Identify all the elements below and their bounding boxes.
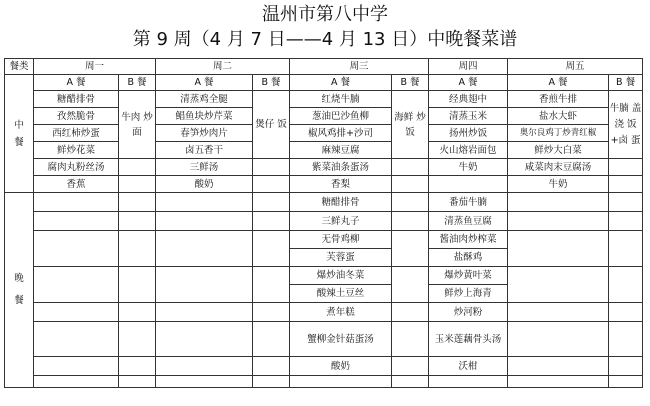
empty-cell [392, 303, 429, 322]
empty-cell [392, 176, 429, 193]
dinner-row [5, 212, 643, 231]
dinner-label: 晚 餐 [5, 193, 34, 388]
empty-cell [609, 212, 643, 231]
dish-cell: 鲜炒上海青 [429, 285, 508, 303]
dish-cell: 牛肉 炒面 [119, 91, 156, 159]
empty-cell [119, 376, 156, 388]
dish-cell: 爆炒油冬菜 [290, 267, 392, 285]
dish-cell: 火山熔岩面包 [429, 142, 508, 159]
dish-cell: 鲳鱼块炒芹菜 [156, 108, 253, 125]
dish-cell: 西红柿炒蛋 [34, 125, 119, 142]
empty-cell [119, 159, 156, 176]
empty-cell [253, 267, 290, 303]
empty-cell [392, 376, 429, 388]
menu-body [5, 59, 643, 388]
dish-cell: 红烧牛腩 [290, 91, 392, 108]
dish-cell: 酸奶 [290, 357, 392, 376]
dish-cell: 鲜炒大白菜 [508, 142, 609, 159]
a-meal-label: A 餐 [429, 75, 508, 91]
empty-cell [609, 322, 643, 357]
empty-cell [290, 376, 392, 388]
dish-cell: 葱油巴沙鱼柳 [290, 108, 392, 125]
empty-cell [156, 212, 253, 231]
lunch-row [5, 108, 643, 125]
dish-cell: 炒河粉 [429, 303, 508, 322]
dish-cell: 孜然脆骨 [34, 108, 119, 125]
day-header-wed: 周三 [290, 59, 429, 75]
dinner-row [5, 267, 643, 285]
empty-cell [253, 193, 290, 212]
dish-cell: 奥尔良鸡丁炒青红椒 [508, 125, 609, 142]
empty-cell [609, 231, 643, 267]
empty-cell [119, 267, 156, 303]
dish-cell: 三鲜丸子 [290, 212, 392, 231]
dish-cell: 春笋炒肉片 [156, 125, 253, 142]
empty-cell [508, 357, 609, 376]
empty-cell [392, 212, 429, 231]
dish-cell: 糖醋排骨 [34, 91, 119, 108]
dish-cell: 香梨 [290, 176, 392, 193]
a-meal-label: A 餐 [290, 75, 392, 91]
dish-cell: 酸奶 [156, 176, 253, 193]
a-meal-label: A 餐 [34, 75, 119, 91]
dish-cell: 玉米莲藕骨头汤 [429, 322, 508, 357]
empty-cell [253, 231, 290, 267]
dish-cell: 清蒸鸡全腿 [156, 91, 253, 108]
dish-cell: 酱油肉炒榨菜 [429, 231, 508, 249]
empty-cell [156, 303, 253, 322]
dish-cell: 沃柑 [429, 357, 508, 376]
dish-cell: 番茄牛腩 [429, 193, 508, 212]
dish-cell: 牛腩 盖浇 饭+卤 蛋 [609, 91, 643, 159]
empty-cell [392, 159, 429, 176]
dinner-row [5, 357, 643, 376]
day-header-thu: 周四 [429, 59, 508, 75]
dish-cell: 蟹柳金针菇蛋汤 [290, 322, 392, 357]
menu-table [4, 58, 643, 388]
lunch-label: 中 餐 [5, 75, 34, 193]
empty-cell [392, 193, 429, 212]
empty-cell [156, 231, 253, 267]
empty-cell [609, 193, 643, 212]
b-meal-label: B 餐 [609, 75, 643, 91]
dish-cell: 牛奶 [508, 176, 609, 193]
day-header-row [5, 59, 643, 75]
empty-cell [156, 322, 253, 357]
dish-cell: 芙蓉蛋 [290, 249, 392, 267]
school-title: 温州市第八中学 [262, 4, 388, 25]
dish-cell: 卤五香干 [156, 142, 253, 159]
lunch-row [5, 91, 643, 108]
dish-cell: 经典翅中 [429, 91, 508, 108]
dinner-row [5, 322, 643, 357]
dish-cell: 糖醋排骨 [290, 193, 392, 212]
empty-cell [119, 176, 156, 193]
empty-cell [34, 376, 119, 388]
empty-cell [392, 322, 429, 357]
dish-cell: 酸辣土豆丝 [290, 285, 392, 303]
empty-cell [253, 212, 290, 231]
meal-option-row [5, 75, 643, 91]
dish-cell: 三鲜汤 [156, 159, 253, 176]
dish-cell: 爆炒黄叶菜 [429, 267, 508, 285]
empty-cell [508, 376, 609, 388]
dish-cell: 鲜炒花菜 [34, 142, 119, 159]
empty-cell [253, 322, 290, 357]
empty-cell [429, 376, 508, 388]
empty-cell [253, 159, 290, 176]
dinner-row [5, 303, 643, 322]
empty-cell [119, 231, 156, 267]
empty-cell [609, 303, 643, 322]
empty-cell [609, 267, 643, 303]
lunch-row [5, 142, 643, 159]
day-header-mon: 周一 [34, 59, 156, 75]
lunch-row [5, 176, 643, 193]
dish-cell: 扬州炒饭 [429, 125, 508, 142]
empty-cell [34, 193, 119, 212]
empty-cell [119, 212, 156, 231]
dish-cell: 海鲜 炒饭 [392, 91, 429, 159]
dinner-row [5, 376, 643, 388]
dish-cell: 咸菜肉末豆腐汤 [508, 159, 609, 176]
empty-cell [119, 193, 156, 212]
empty-cell [119, 357, 156, 376]
empty-cell [156, 267, 253, 303]
day-header-fri: 周五 [508, 59, 643, 75]
empty-cell [508, 193, 609, 212]
empty-cell [508, 267, 609, 303]
empty-cell [34, 357, 119, 376]
empty-cell [34, 322, 119, 357]
empty-cell [609, 176, 643, 193]
lunch-row [5, 125, 643, 142]
empty-cell [34, 231, 119, 267]
empty-cell [508, 231, 609, 267]
dish-cell: 香蕉 [34, 176, 119, 193]
b-meal-label: B 餐 [119, 75, 156, 91]
lunch-row [5, 159, 643, 176]
a-meal-label: A 餐 [156, 75, 253, 91]
dish-cell: 椒风鸡排+沙司 [290, 125, 392, 142]
dish-cell: 紫菜油条蛋汤 [290, 159, 392, 176]
empty-cell [392, 267, 429, 303]
empty-cell [253, 357, 290, 376]
dish-cell: 麻辣豆腐 [290, 142, 392, 159]
day-header-tue: 周二 [156, 59, 290, 75]
dish-cell: 煲仔 饭 [253, 91, 290, 159]
empty-cell [34, 267, 119, 303]
week-title: 第 9 周（4 月 7 日——4 月 13 日）中晚餐菜谱 [132, 29, 518, 50]
empty-cell [508, 322, 609, 357]
dish-cell: 无骨鸡柳 [290, 231, 392, 249]
empty-cell [34, 212, 119, 231]
empty-cell [253, 376, 290, 388]
dish-cell: 煮年糕 [290, 303, 392, 322]
empty-cell [429, 176, 508, 193]
dish-cell: 清蒸玉米 [429, 108, 508, 125]
empty-cell [156, 357, 253, 376]
dish-cell: 盐酥鸡 [429, 249, 508, 267]
b-meal-label: B 餐 [392, 75, 429, 91]
dinner-row [5, 231, 643, 249]
dish-cell: 牛奶 [429, 159, 508, 176]
empty-cell [253, 303, 290, 322]
dish-cell: 清蒸鱼豆腐 [429, 212, 508, 231]
meal-type-header: 餐类 [5, 59, 34, 75]
empty-cell [156, 376, 253, 388]
empty-cell [508, 303, 609, 322]
empty-cell [34, 303, 119, 322]
empty-cell [508, 212, 609, 231]
empty-cell [392, 357, 429, 376]
empty-cell [392, 231, 429, 267]
dish-cell: 香煎牛排 [508, 91, 609, 108]
dish-cell: 盐水大虾 [508, 108, 609, 125]
empty-cell [156, 193, 253, 212]
empty-cell [119, 322, 156, 357]
dish-cell: 腐肉丸粉丝汤 [34, 159, 119, 176]
empty-cell [119, 303, 156, 322]
a-meal-label: A 餐 [508, 75, 609, 91]
empty-cell [609, 376, 643, 388]
empty-cell [253, 176, 290, 193]
dinner-row [5, 193, 643, 212]
empty-cell [609, 159, 643, 176]
b-meal-label: B 餐 [253, 75, 290, 91]
empty-cell [609, 357, 643, 376]
